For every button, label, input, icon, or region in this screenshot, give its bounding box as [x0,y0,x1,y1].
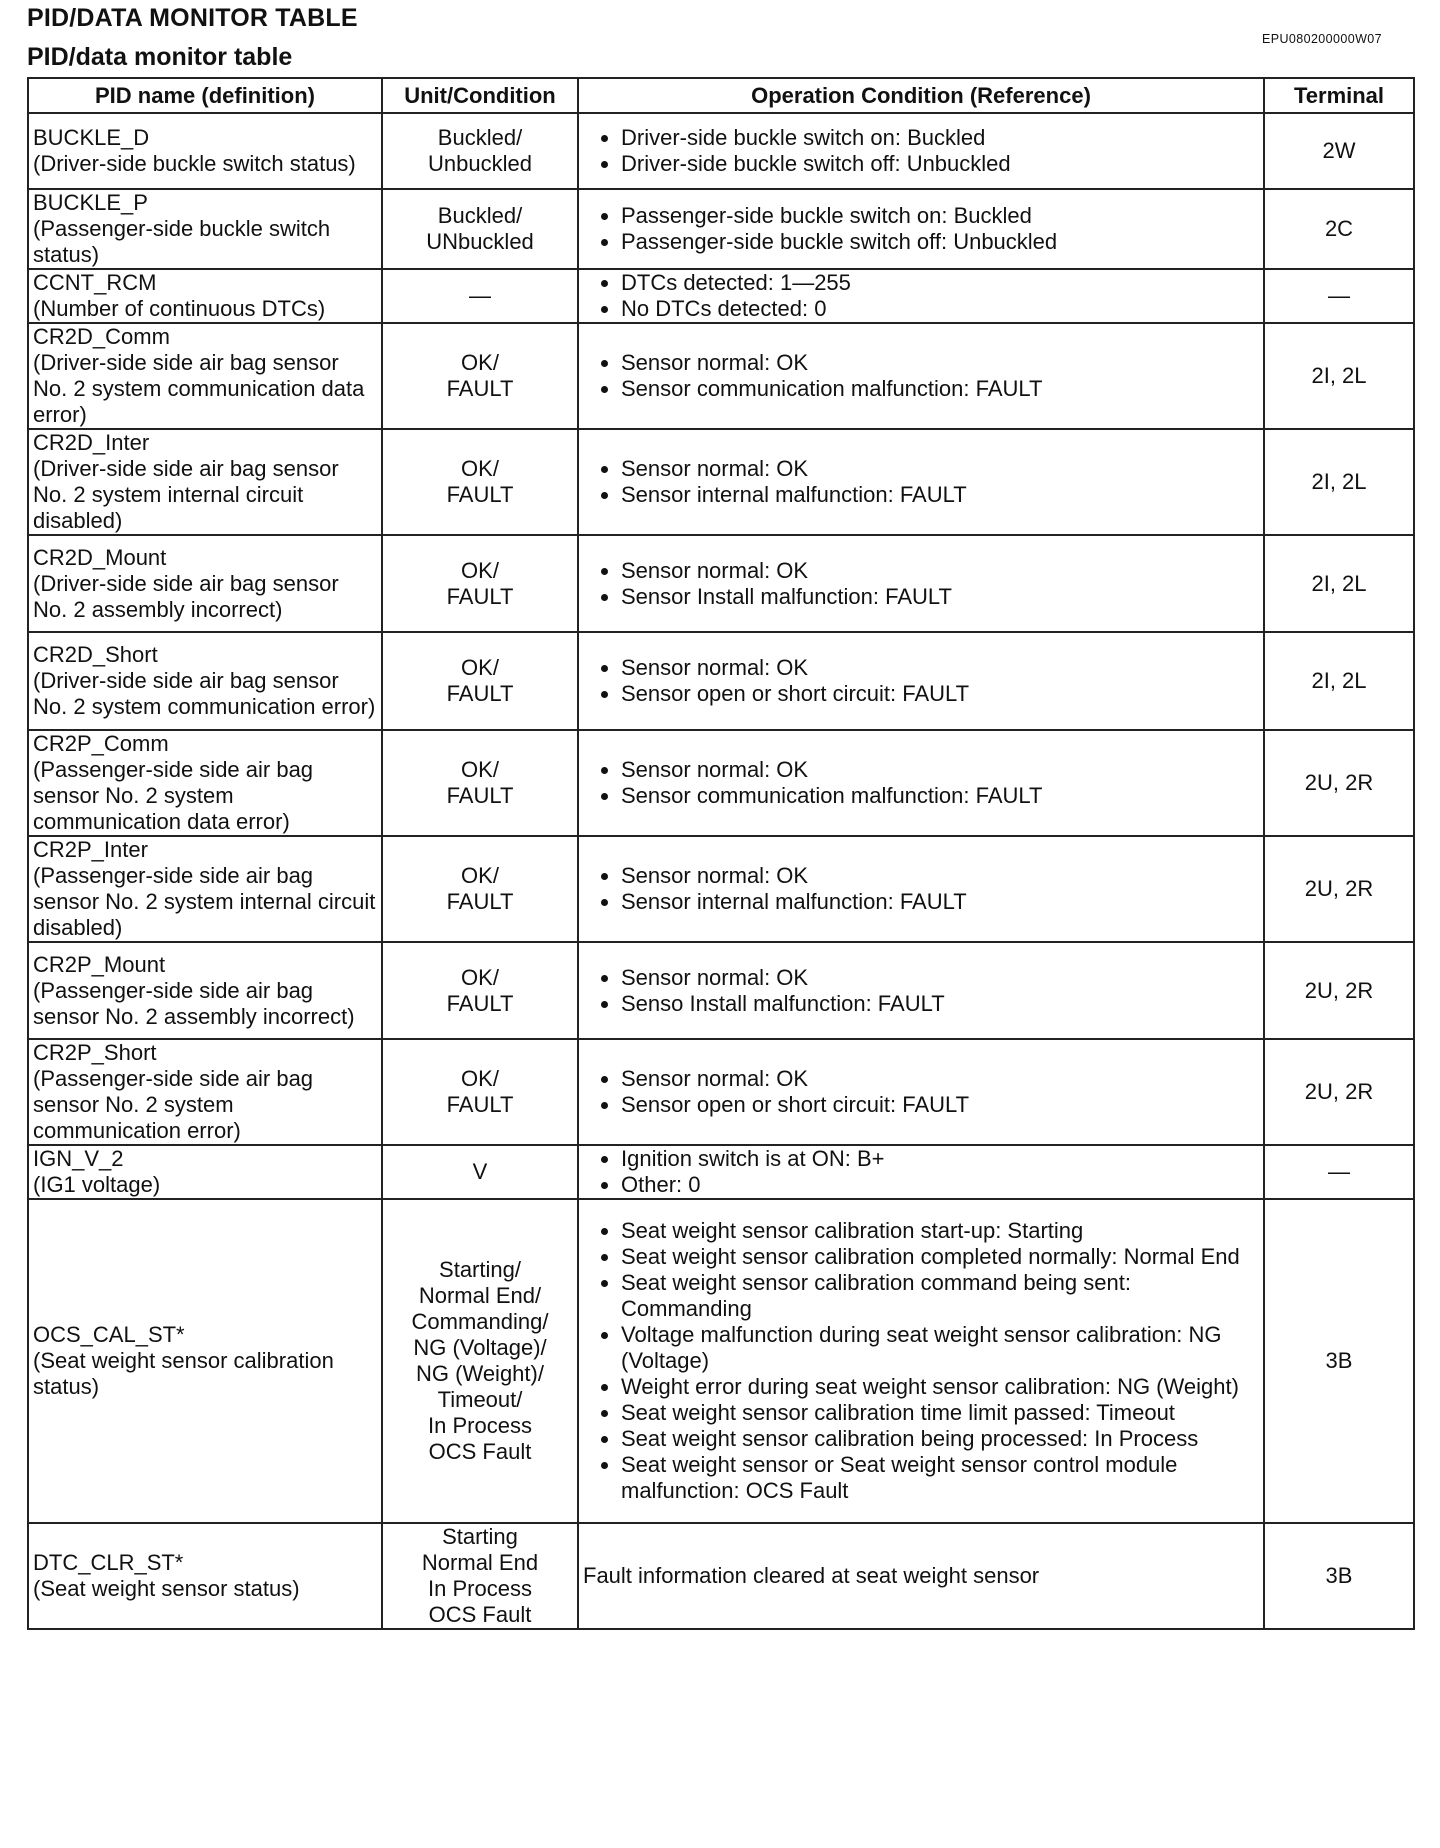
unit-condition-cell [382,836,578,942]
terminal-cell: 2U, 2R [1264,942,1414,1039]
operation-condition-cell [578,1199,1264,1523]
operation-condition-cell [578,1039,1264,1145]
condition-list [583,1218,1259,1504]
terminal-cell: 3B [1264,1199,1414,1523]
operation-condition-cell [578,632,1264,730]
unit-value: Normal End/ [418,1283,542,1308]
column-header-operation-condition: Operation Condition (Reference) [578,78,1264,113]
condition-item: • Sensor normal: OK [621,757,1259,783]
unit-value: FAULT [446,889,514,914]
condition-text: Fault information cleared at seat weight sensor [583,1563,1040,1588]
pid-id: IGN_V_2 [33,1146,124,1171]
unit-condition-cell [382,1523,578,1629]
terminal-cell: 2I, 2L [1264,429,1414,535]
pid-name-cell [28,323,382,429]
table-row [28,1199,1414,1523]
condition-item: • Sensor normal: OK [621,965,1259,991]
unit-condition-cell [382,1145,578,1199]
condition-item: • Sensor normal: OK [621,655,1259,681]
pid-data-monitor-table [27,77,1415,1630]
condition-item: • Sensor communication malfunction: FAULT [621,783,1259,809]
condition-item: • Sensor normal: OK [621,1066,1259,1092]
condition-item: • Seat weight sensor calibration completed normally: Normal End [621,1244,1259,1270]
unit-value: OK/ [461,863,499,888]
pid-definition: (Passenger-side side air bag sensor No. 2 system communication error) [33,1066,314,1143]
unit-value: FAULT [446,681,514,706]
operation-condition-cell [578,113,1264,189]
pid-name-cell [28,836,382,942]
pid-definition: (Seat weight sensor status) [33,1576,300,1601]
unit-value: In Process [428,1576,532,1601]
unit-value: NG (Weight)/ [416,1361,544,1386]
operation-condition-cell [578,1523,1264,1629]
condition-item: • DTCs detected: 1—255 [621,270,1259,296]
condition-item: • Weight error during seat weight sensor calibration: NG (Weight) [621,1374,1259,1400]
unit-value: FAULT [446,583,514,609]
condition-list [583,125,1259,177]
operation-condition-cell [578,429,1264,535]
condition-item: • Seat weight sensor calibration being processed: In Process [621,1426,1259,1452]
condition-item: • Seat weight sensor or Seat weight sensor control module malfunction: OCS Fault [621,1452,1259,1504]
pid-definition: (Driver-side side air bag sensor No. 2 system communication error) [33,668,376,719]
unit-value: Commanding/ [411,1309,549,1334]
unit-value: OCS Fault [428,1602,532,1627]
condition-item: • Seat weight sensor calibration time limit passed: Timeout [621,1400,1259,1426]
condition-list [583,558,1259,610]
unit-value: OK/ [461,557,499,583]
page-title: PID/DATA MONITOR TABLE [27,4,358,32]
unit-value: OK/ [461,655,499,680]
condition-list [583,203,1259,255]
unit-condition-cell [382,429,578,535]
table-row [28,189,1414,269]
unit-value: — [469,283,491,308]
terminal-cell: 2U, 2R [1264,730,1414,836]
section-title: PID/data monitor table [27,43,293,71]
unit-condition-cell [382,1199,578,1523]
condition-list [583,1146,1259,1198]
unit-value: OCS Fault [428,1439,532,1464]
pid-id: CR2D_Short [33,642,158,667]
condition-item: • Sensor internal malfunction: FAULT [621,482,1259,508]
pid-definition: (IG1 voltage) [33,1172,161,1197]
pid-definition: (Passenger-side side air bag sensor No. 2 assembly incorrect) [33,977,355,1029]
condition-list [583,965,1259,1017]
unit-value: OK/ [461,757,499,782]
pid-definition: (Driver-side buckle switch status) [33,151,356,176]
unit-value: Timeout/ [437,1387,523,1412]
condition-item: • Sensor internal malfunction: FAULT [621,889,1259,915]
pid-id: CR2D_Mount [33,544,167,570]
condition-list [583,456,1259,508]
unit-value: OK/ [461,456,499,481]
operation-condition-cell [578,730,1264,836]
operation-condition-cell [578,189,1264,269]
pid-definition: (Seat weight sensor calibration status) [33,1348,334,1399]
unit-condition-cell [382,1039,578,1145]
column-header-pid-name: PID name (definition) [28,78,382,113]
pid-name-cell [28,632,382,730]
terminal-cell: 2I, 2L [1264,535,1414,632]
pid-id: BUCKLE_D [33,125,150,150]
table-row [28,113,1414,189]
terminal-cell: 2I, 2L [1264,323,1414,429]
condition-list [583,655,1259,707]
terminal-cell: 2U, 2R [1264,1039,1414,1145]
pid-definition: (Driver-side side air bag sensor No. 2 assembly incorrect) [33,570,339,622]
pid-name-cell [28,535,382,632]
column-header-unit-condition: Unit/Condition [382,78,578,113]
pid-name-cell [28,730,382,836]
pid-id: OCS_CAL_ST* [33,1322,185,1347]
table-row [28,269,1414,323]
pid-name-cell [28,1039,382,1145]
table-row [28,535,1414,632]
condition-item: • No DTCs detected: 0 [621,296,1259,322]
operation-condition-cell [578,269,1264,323]
condition-item: • Sensor normal: OK [621,863,1259,889]
table-row [28,323,1414,429]
condition-item: • Passenger-side buckle switch off: Unbuckled [621,229,1259,255]
pid-definition: (Passenger-side side air bag sensor No. 2 system internal circuit disabled) [33,863,376,940]
unit-value: Buckled/ [437,125,523,150]
condition-item: • Driver-side buckle switch off: Unbuckled [621,151,1259,177]
pid-name-cell [28,269,382,323]
operation-condition-cell [578,323,1264,429]
unit-value: FAULT [446,376,514,401]
condition-list [583,270,1259,322]
pid-name-cell [28,1145,382,1199]
pid-id: DTC_CLR_ST* [33,1550,184,1575]
pid-id: CR2P_Short [33,1040,157,1065]
operation-condition-cell [578,836,1264,942]
unit-condition-cell [382,942,578,1039]
condition-item: • Senso Install malfunction: FAULT [621,991,1259,1017]
pid-id: CR2P_Comm [33,731,169,756]
terminal-cell: 3B [1264,1523,1414,1629]
unit-value: NG (Voltage)/ [413,1335,547,1360]
pid-id: CR2P_Mount [33,951,166,977]
pid-id: CR2D_Inter [33,430,150,455]
condition-list [583,350,1259,402]
condition-item: • Passenger-side buckle switch on: Buckled [621,203,1259,229]
unit-condition-cell [382,535,578,632]
terminal-cell: 2C [1264,189,1414,269]
terminal-cell: — [1264,1145,1414,1199]
unit-value: FAULT [446,1092,514,1117]
unit-value: OK/ [461,1066,499,1091]
table-row [28,632,1414,730]
condition-item: • Seat weight sensor calibration command being sent: Commanding [621,1270,1259,1322]
pid-definition: (Driver-side side air bag sensor No. 2 system internal circuit disabled) [33,456,339,533]
unit-value: Starting [442,1524,518,1549]
operation-condition-cell [578,942,1264,1039]
condition-list [583,863,1259,915]
unit-value: UNbuckled [426,229,534,254]
column-header-terminal: Terminal [1264,78,1414,113]
table-row [28,730,1414,836]
pid-name-cell [28,189,382,269]
unit-condition-cell [382,113,578,189]
condition-item: • Sensor Install malfunction: FAULT [621,584,1259,610]
terminal-cell: — [1264,269,1414,323]
condition-item: • Sensor normal: OK [621,350,1259,376]
pid-id: CR2D_Comm [33,324,170,349]
pid-id: CR2P_Inter [33,837,148,862]
condition-list [583,757,1259,809]
condition-item: • Driver-side buckle switch on: Buckled [621,125,1259,151]
unit-value: V [472,1159,488,1184]
unit-value: FAULT [446,990,514,1016]
terminal-cell: 2U, 2R [1264,836,1414,942]
pid-name-cell [28,429,382,535]
condition-item: • Ignition switch is at ON: B+ [621,1146,1259,1172]
pid-name-cell [28,942,382,1039]
condition-item: • Other: 0 [621,1172,1259,1198]
operation-condition-cell [578,1145,1264,1199]
pid-name-cell [28,1199,382,1523]
pid-id: CCNT_RCM [33,270,157,295]
table-row [28,429,1414,535]
unit-condition-cell [382,269,578,323]
condition-item: • Voltage malfunction during seat weight sensor calibration: NG (Voltage) [621,1322,1259,1374]
unit-value: In Process [428,1413,532,1438]
unit-condition-cell [382,730,578,836]
table-row [28,1039,1414,1145]
table-row [28,942,1414,1039]
pid-definition: (Number of continuous DTCs) [33,296,326,321]
pid-definition: (Passenger-side buckle switch status) [33,216,331,267]
table-body [28,113,1414,1629]
table-row [28,1523,1414,1629]
table-row [28,1145,1414,1199]
condition-item: • Sensor open or short circuit: FAULT [621,1092,1259,1118]
unit-value: FAULT [446,783,514,808]
pid-definition: (Passenger-side side air bag sensor No. 2 system communication data error) [33,757,314,834]
condition-item: • Sensor communication malfunction: FAULT [621,376,1259,402]
condition-item: • Seat weight sensor calibration start-up: Starting [621,1218,1259,1244]
pid-definition: (Driver-side side air bag sensor No. 2 system communication data error) [33,350,365,427]
terminal-cell: 2I, 2L [1264,632,1414,730]
unit-value: Buckled/ [437,203,523,228]
table-row [28,836,1414,942]
condition-item: • Sensor open or short circuit: FAULT [621,681,1259,707]
condition-item: • Sensor normal: OK [621,456,1259,482]
operation-condition-cell [578,535,1264,632]
condition-list [583,1066,1259,1118]
unit-value: Unbuckled [428,151,532,176]
unit-value: OK/ [461,964,499,990]
pid-name-cell [28,113,382,189]
unit-value: OK/ [461,350,499,375]
table-header-row [28,78,1414,113]
unit-condition-cell [382,189,578,269]
pid-name-cell [28,1523,382,1629]
terminal-cell: 2W [1264,113,1414,189]
condition-item: • Sensor normal: OK [621,558,1259,584]
unit-value: Normal End [421,1550,539,1575]
document-code: EPU080200000W07 [1262,32,1382,46]
unit-value: FAULT [446,482,514,507]
unit-condition-cell [382,323,578,429]
unit-condition-cell [382,632,578,730]
unit-value: Starting/ [439,1257,521,1282]
pid-id: BUCKLE_P [33,190,148,215]
